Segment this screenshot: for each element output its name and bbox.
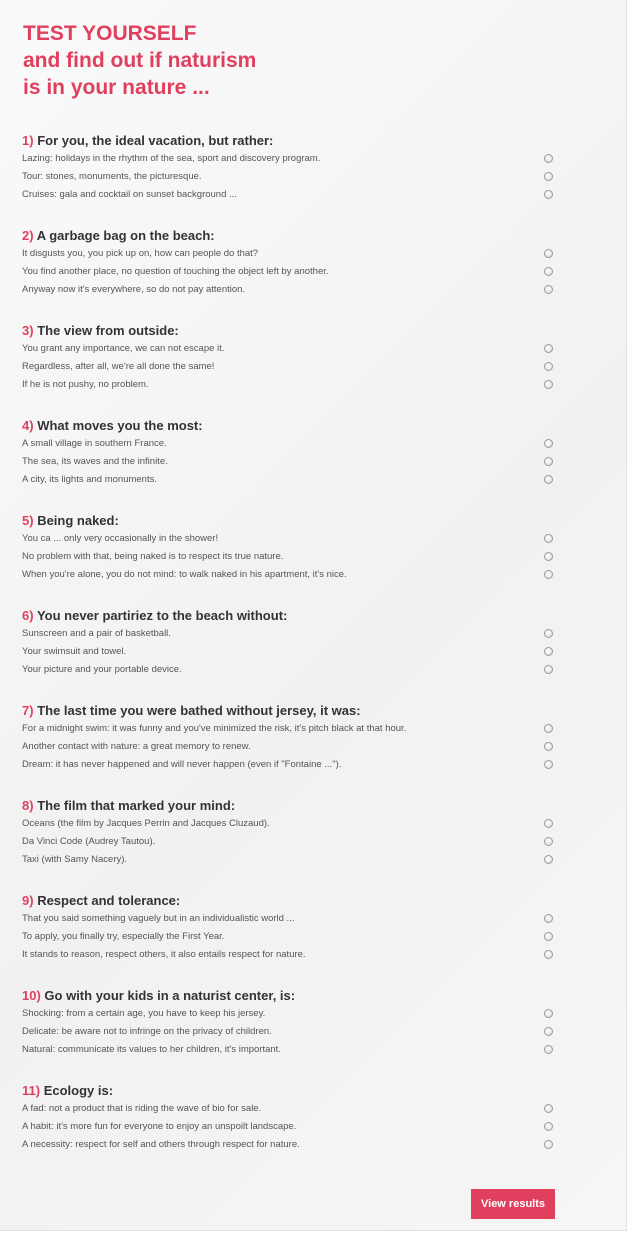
- answer-option[interactable]: [22, 281, 562, 299]
- answer-option[interactable]: [22, 548, 562, 566]
- answer-option[interactable]: [22, 340, 562, 358]
- answer-option[interactable]: [22, 851, 562, 869]
- answer-radio[interactable]: [544, 267, 553, 276]
- question-text: Go with your kids in a naturist center, is:: [44, 988, 296, 1003]
- answer-label: Cruises: gala and cocktail on sunset background ...: [22, 189, 237, 200]
- answer-label: Your swimsuit and towel.: [22, 646, 127, 657]
- answer-label: It stands to reason, respect others, it also entails respect for nature.: [22, 949, 306, 960]
- answer-option[interactable]: [22, 1041, 562, 1059]
- answer-label: Oceans (the film by Jacques Perrin and Jacques Cluzaud).: [22, 818, 270, 829]
- answer-label: A habit: it's more fun for everyone to enjoy an unspoilt landscape.: [22, 1121, 297, 1132]
- answer-radio[interactable]: [544, 457, 553, 466]
- answer-label: That you said something vaguely but in an individualistic world ...: [22, 913, 295, 924]
- answer-radio[interactable]: [544, 760, 553, 769]
- answer-label: Tour: stones, monuments, the picturesque.: [22, 171, 202, 182]
- answer-option[interactable]: [22, 643, 562, 661]
- question-heading: [22, 321, 562, 340]
- question-text: A garbage bag on the beach:: [36, 228, 215, 243]
- question-text: The last time you were bathed without jersey, it was:: [37, 703, 361, 718]
- answer-radio[interactable]: [544, 380, 553, 389]
- answer-radio[interactable]: [544, 914, 553, 923]
- answer-label: Regardless, after all, we're all done the same!: [22, 361, 215, 372]
- answer-label: To apply, you finally try, especially the First Year.: [22, 931, 225, 942]
- answer-option[interactable]: [22, 566, 562, 584]
- answer-option[interactable]: [22, 1100, 562, 1118]
- question-number: 11): [22, 1083, 41, 1098]
- question-heading: [22, 986, 562, 1005]
- answer-option[interactable]: [22, 168, 562, 186]
- question-text: Respect and tolerance:: [37, 893, 181, 908]
- answer-label: Taxi (with Samy Nacery).: [22, 854, 128, 865]
- question-text: Ecology is:: [43, 1083, 114, 1098]
- question-number: 3): [22, 323, 34, 338]
- answer-option[interactable]: [22, 435, 562, 453]
- question-heading: [22, 226, 562, 245]
- answer-option[interactable]: [22, 661, 562, 679]
- quiz-title: [23, 20, 256, 101]
- answer-radio[interactable]: [544, 855, 553, 864]
- answer-radio[interactable]: [544, 629, 553, 638]
- answer-radio[interactable]: [544, 154, 553, 163]
- question-number: 1): [22, 133, 34, 148]
- answer-label: It disgusts you, you pick up on, how can people do that?: [22, 248, 259, 259]
- question-number: 7): [22, 703, 34, 718]
- answer-label: You grant any importance, we can not escape it.: [22, 343, 225, 354]
- answer-option[interactable]: [22, 471, 562, 489]
- answer-label: Another contact with nature: a great memory to renew.: [22, 741, 251, 752]
- answer-option[interactable]: [22, 1118, 562, 1136]
- title-line-3: is in your nature ...: [23, 76, 210, 99]
- answer-radio[interactable]: [544, 362, 553, 371]
- question-6: [22, 606, 562, 701]
- answer-label: Lazing: holidays in the rhythm of the sea, sport and discovery program.: [22, 153, 321, 164]
- answer-radio[interactable]: [544, 1140, 553, 1149]
- answer-label: If he is not pushy, no problem.: [22, 379, 149, 390]
- answer-radio[interactable]: [544, 819, 553, 828]
- answer-option[interactable]: [22, 625, 562, 643]
- question-number: 5): [22, 513, 34, 528]
- question-text: Being naked:: [37, 513, 119, 528]
- answer-radio[interactable]: [544, 344, 553, 353]
- answer-label: When you're alone, you do not mind: to walk naked in his apartment, it's nice.: [22, 569, 347, 580]
- answer-option[interactable]: [22, 1136, 562, 1154]
- title-line-1: TEST YOURSELF: [23, 22, 197, 45]
- answer-label: No problem with that, being naked is to respect its true nature.: [22, 551, 284, 562]
- answer-radio[interactable]: [544, 724, 553, 733]
- question-10: [22, 986, 562, 1081]
- answer-label: A fad: not a product that is riding the wave of bio for sale.: [22, 1103, 262, 1114]
- answer-option[interactable]: [22, 815, 562, 833]
- view-results-button[interactable]: View results: [471, 1189, 555, 1219]
- question-heading: [22, 606, 562, 625]
- question-text: What moves you the most:: [37, 418, 203, 433]
- answer-option[interactable]: [22, 928, 562, 946]
- title-line-2: and find out if naturism: [23, 49, 257, 72]
- answer-label: Your picture and your portable device.: [22, 664, 182, 675]
- question-2: [22, 226, 562, 321]
- answer-option[interactable]: [22, 263, 562, 281]
- answer-option[interactable]: [22, 720, 562, 738]
- question-heading: [22, 131, 562, 150]
- question-4: [22, 416, 562, 511]
- answer-radio[interactable]: [544, 647, 553, 656]
- answer-radio[interactable]: [544, 742, 553, 751]
- answer-label: Sunscreen and a pair of basketball.: [22, 628, 171, 639]
- answer-radio[interactable]: [544, 439, 553, 448]
- answer-option[interactable]: [22, 150, 562, 168]
- question-number: 4): [22, 418, 34, 433]
- answer-radio[interactable]: [544, 475, 553, 484]
- answer-radio[interactable]: [544, 950, 553, 959]
- answer-option[interactable]: [22, 738, 562, 756]
- answer-radio[interactable]: [544, 534, 553, 543]
- question-text: You never partiriez to the beach without:: [36, 608, 288, 623]
- question-11: [22, 1081, 562, 1176]
- answer-label: For a midnight swim: it was funny and you've minimized the risk, it's pitch black at that hour.: [22, 723, 407, 734]
- answer-option[interactable]: [22, 946, 562, 964]
- question-heading: [22, 511, 562, 530]
- answer-radio[interactable]: [544, 1104, 553, 1113]
- answer-option[interactable]: [22, 1005, 562, 1023]
- answer-label: Anyway now it's everywhere, so do not pay attention.: [22, 284, 246, 295]
- answer-radio[interactable]: [544, 1009, 553, 1018]
- question-number: 9): [22, 893, 34, 908]
- question-heading: [22, 416, 562, 435]
- question-heading: [22, 891, 562, 910]
- answer-radio[interactable]: [544, 1045, 553, 1054]
- question-5: [22, 511, 562, 606]
- question-text: For you, the ideal vacation, but rather:: [37, 133, 274, 148]
- question-number: 10): [22, 988, 41, 1003]
- answer-radio[interactable]: [544, 837, 553, 846]
- answer-radio[interactable]: [544, 249, 553, 258]
- question-1: [22, 131, 562, 226]
- answer-label: A small village in southern France.: [22, 438, 167, 449]
- question-3: [22, 321, 562, 416]
- question-text: The view from outside:: [37, 323, 179, 338]
- question-number: 6): [22, 608, 34, 623]
- question-text: The film that marked your mind:: [37, 798, 236, 813]
- answer-label: The sea, its waves and the infinite.: [22, 456, 168, 467]
- answer-label: Da Vinci Code (Audrey Tautou).: [22, 836, 156, 847]
- question-list: [22, 131, 562, 1176]
- answer-radio[interactable]: [544, 190, 553, 199]
- answer-option[interactable]: [22, 910, 562, 928]
- answer-option[interactable]: [22, 245, 562, 263]
- answer-option[interactable]: [22, 530, 562, 548]
- answer-radio[interactable]: [544, 1027, 553, 1036]
- question-heading: [22, 1081, 562, 1100]
- answer-label: You ca ... only very occasionally in the shower!: [22, 533, 219, 544]
- answer-label: A city, its lights and monuments.: [22, 474, 157, 485]
- answer-option[interactable]: [22, 358, 562, 376]
- answer-label: Dream: it has never happened and will never happen (even if "Fontaine ...").: [22, 759, 342, 770]
- answer-option[interactable]: [22, 453, 562, 471]
- answer-option[interactable]: [22, 186, 562, 204]
- question-heading: [22, 701, 562, 720]
- answer-label: Natural: communicate its values to her children, it's important.: [22, 1044, 281, 1055]
- answer-label: You find another place, no question of touching the object left by another.: [22, 266, 329, 277]
- answer-radio[interactable]: [544, 665, 553, 674]
- answer-label: Delicate: be aware not to infringe on the privacy of children.: [22, 1026, 272, 1037]
- answer-radio[interactable]: [544, 570, 553, 579]
- question-9: [22, 891, 562, 986]
- question-7: [22, 701, 562, 796]
- answer-option[interactable]: [22, 1023, 562, 1041]
- answer-option[interactable]: [22, 833, 562, 851]
- answer-option[interactable]: [22, 756, 562, 774]
- answer-radio[interactable]: [544, 932, 553, 941]
- answer-radio[interactable]: [544, 1122, 553, 1131]
- answer-radio[interactable]: [544, 285, 553, 294]
- answer-radio[interactable]: [544, 172, 553, 181]
- question-8: [22, 796, 562, 891]
- answer-label: A necessity: respect for self and others through respect for nature.: [22, 1139, 300, 1150]
- question-heading: [22, 796, 562, 815]
- question-number: 8): [22, 798, 34, 813]
- answer-option[interactable]: [22, 376, 562, 394]
- answer-radio[interactable]: [544, 552, 553, 561]
- question-number: 2): [22, 228, 34, 243]
- answer-label: Shocking: from a certain age, you have to keep his jersey.: [22, 1008, 266, 1019]
